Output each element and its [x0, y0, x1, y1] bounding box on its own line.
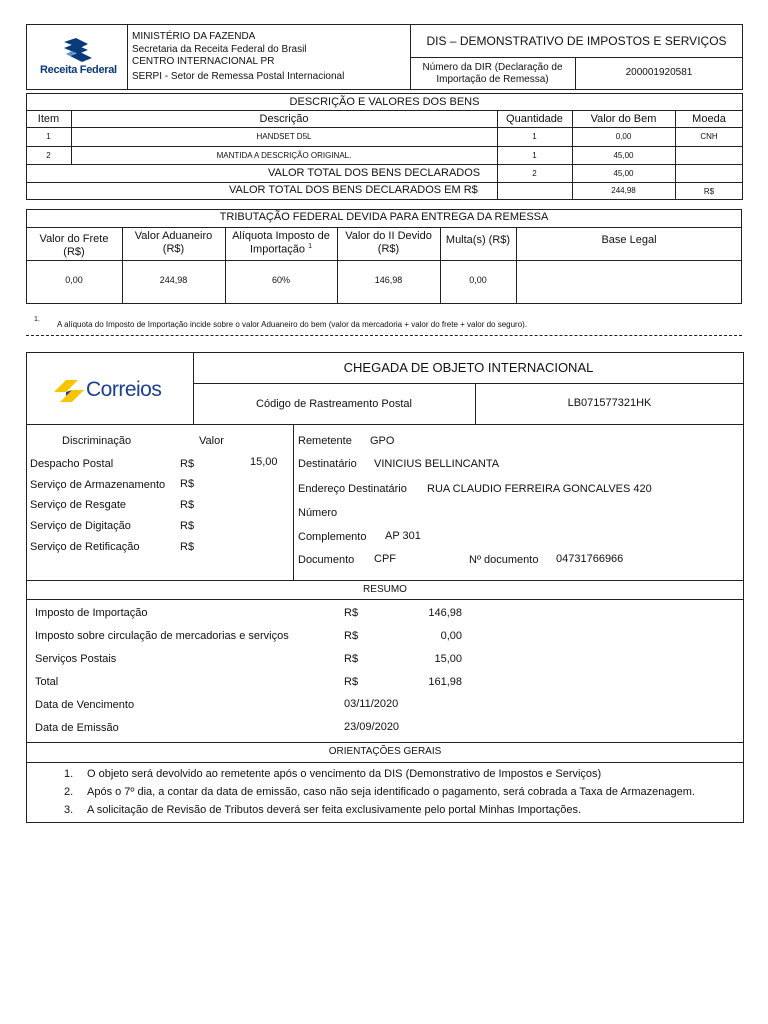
table-row-1-description: HANDSET D5L: [256, 132, 312, 141]
service-armazenamento-currency: R$: [180, 478, 195, 490]
summary-icms-currency: R$: [344, 630, 359, 642]
service-armazenamento-label: Serviço de Armazenamento: [30, 479, 166, 491]
guidelines-title: ORIENTAÇÕES GERAIS: [328, 746, 442, 757]
col-ii-line1: Valor do II Devido: [345, 230, 432, 242]
tracking-code: LB071577321HK: [567, 397, 652, 409]
summary-total-currency: R$: [344, 676, 359, 688]
document-number-value: 04731766966: [556, 553, 624, 565]
dir-number: 200001920581: [625, 67, 693, 78]
col-rate-footnote-marker: 1: [308, 243, 312, 250]
summary-icms-value: 0,00: [440, 630, 462, 642]
summary-ii-currency: R$: [344, 607, 359, 619]
col-header-item: Item: [37, 113, 60, 125]
summary-postal-value: 15,00: [434, 653, 462, 665]
footnote-text: A alíquota do Imposto de Importação incide sobre o valor Aduaneiro do bem (valor da mercadoria + valor do frete + valor do seguro).: [57, 320, 528, 329]
secretariat-label: Secretaria da Receita Federal do Brasil: [132, 44, 307, 55]
total-brl-value: 244,98: [611, 186, 636, 195]
ministry-label: MINISTÉRIO DA FAZENDA: [132, 31, 256, 42]
service-retificacao-currency: R$: [180, 541, 195, 553]
service-resgate-currency: R$: [180, 499, 195, 511]
complement-label: Complemento: [298, 531, 367, 543]
rate-value: 60%: [271, 275, 290, 285]
total-brl-currency: R$: [703, 187, 715, 196]
cut-line: [26, 335, 742, 336]
ii-value: 146,98: [374, 275, 403, 285]
guideline-1-text: O objeto será devolvido ao remetente após o vencimento da DIS (Demonstrativo de Impostos e Serviços): [87, 768, 602, 780]
col-customs-line2: (R$): [162, 243, 185, 255]
col-header-quantity: Quantidade: [506, 113, 563, 125]
guideline-3-text: A solicitação de Revisão de Tributos deverá ser feita exclusivamente pelo portal Minhas Importações.: [87, 804, 582, 816]
recipient-value: VINICIUS BELLINCANTA: [374, 458, 500, 470]
center-label: CENTRO INTERNACIONAL PR: [132, 56, 275, 67]
correios-title: CHEGADA DE OBJETO INTERNACIONAL: [343, 360, 594, 375]
total-declared-value: 45,00: [613, 169, 634, 178]
col-rate-line2-text: Importação: [250, 243, 306, 256]
issue-date-label: Data de Emissão: [35, 722, 119, 734]
col-customs-line1: Valor Aduaneiro: [134, 230, 213, 242]
correios-emblem-icon: [52, 376, 86, 406]
address-value: RUA CLAUDIO FERREIRA GONCALVES 420: [427, 483, 652, 495]
service-despacho-currency: R$: [180, 458, 195, 470]
receita-logo-text: Receita Federal: [40, 64, 117, 76]
sender-label: Remetente: [298, 435, 352, 447]
table-row-2-description: MANTIDA A DESCRIÇÃO ORIGINAL.: [216, 151, 352, 160]
table-row-2-item: 2: [46, 151, 51, 160]
service-despacho-value: 15,00: [250, 456, 278, 468]
table-row-1-currency: CNH: [700, 132, 718, 141]
col-header-currency: Moeda: [692, 113, 726, 125]
freight-value: 0,00: [65, 275, 83, 285]
correios-logo: [52, 376, 182, 406]
col-fine: Multa(s) (R$): [445, 234, 511, 246]
dir-label-line2: Importação de Remessa): [436, 74, 549, 85]
col-header-description: Descrição: [259, 113, 309, 125]
taxation-table: [26, 209, 742, 304]
col-rate-line2: [225, 243, 337, 256]
table-row-1-item: 1: [46, 132, 51, 141]
service-digitacao-currency: R$: [180, 520, 195, 532]
col-freight-line1: Valor do Frete: [39, 233, 109, 245]
tracking-label: Código de Rastreamento Postal: [256, 398, 412, 410]
document-title: DIS – DEMONSTRATIVO DE IMPOSTOS E SERVIÇOS: [426, 34, 727, 48]
col-freight-line2: (R$): [63, 246, 85, 258]
fine-value: 0,00: [469, 275, 487, 285]
service-digitacao-label: Serviço de Digitação: [30, 520, 131, 532]
service-resgate-label: Serviço de Resgate: [30, 499, 126, 511]
summary-ii-value: 146,98: [428, 607, 462, 619]
summary-title: RESUMO: [363, 584, 407, 595]
summary-ii-label: Imposto de Importação: [35, 607, 148, 619]
guideline-2-number: 2.: [64, 786, 74, 798]
value-label: Valor: [199, 435, 224, 447]
table-row-2-quantity: 1: [532, 151, 537, 160]
issue-date-value: 23/09/2020: [344, 721, 400, 733]
service-despacho-label: Despacho Postal: [30, 458, 114, 470]
sector-label: SERPI - Setor de Remessa Postal Internacional: [132, 71, 345, 82]
footnote-marker: 1.: [34, 316, 40, 323]
table-row-1-value: 0,00: [615, 132, 632, 141]
taxation-title: TRIBUTAÇÃO FEDERAL DEVIDA PARA ENTREGA DA REMESSA: [219, 211, 549, 223]
address-label: Endereço Destinatário: [298, 483, 407, 495]
dir-label-line1: Número da DIR (Declaração de: [422, 62, 563, 73]
table-row-1-quantity: 1: [532, 132, 537, 141]
col-ii-line2: (R$): [377, 243, 400, 255]
col-rate-line1: Alíquota Imposto de: [232, 230, 330, 242]
service-retificacao-label: Serviço de Retificação: [30, 541, 140, 553]
total-brl-label: VALOR TOTAL DOS BENS DECLARADOS EM R$: [229, 184, 478, 196]
complement-value: AP 301: [385, 530, 421, 542]
discrimination-label: Discriminação: [62, 435, 132, 447]
summary-total-label: Total: [35, 676, 59, 688]
total-declared-label: VALOR TOTAL DOS BENS DECLARADOS: [268, 167, 481, 179]
document-label: Documento: [298, 554, 355, 566]
col-header-value: Valor do Bem: [590, 113, 657, 125]
guideline-1-number: 1.: [64, 768, 74, 780]
document-number-label: Nº documento: [469, 554, 539, 566]
correios-logo-text: Correios: [86, 378, 162, 401]
summary-postal-currency: R$: [344, 653, 359, 665]
due-date-value: 03/11/2020: [344, 698, 399, 710]
col-legal-basis: Base Legal: [601, 234, 657, 246]
due-date-label: Data de Vencimento: [35, 699, 135, 711]
summary-icms-label: Imposto sobre circulação de mercadorias e serviços: [35, 630, 289, 642]
summary-total-value: 161,98: [428, 676, 462, 688]
number-label: Número: [298, 507, 338, 519]
total-declared-quantity: 2: [532, 169, 537, 178]
document-type: CPF: [374, 553, 396, 565]
goods-title: DESCRIÇÃO E VALORES DOS BENS: [289, 96, 480, 108]
guideline-2-text: Após o 7º dia, a contar da data de emissão, caso não seja identificado o pagamento, será cobrada a Taxa de Armazenagem.: [87, 786, 695, 798]
sender-value: GPO: [370, 435, 395, 447]
customs-value: 244,98: [159, 275, 188, 285]
recipient-label: Destinatário: [298, 458, 357, 470]
table-row-2-value: 45,00: [613, 151, 634, 160]
guideline-3-number: 3.: [64, 804, 74, 816]
summary-postal-label: Serviços Postais: [35, 653, 117, 665]
